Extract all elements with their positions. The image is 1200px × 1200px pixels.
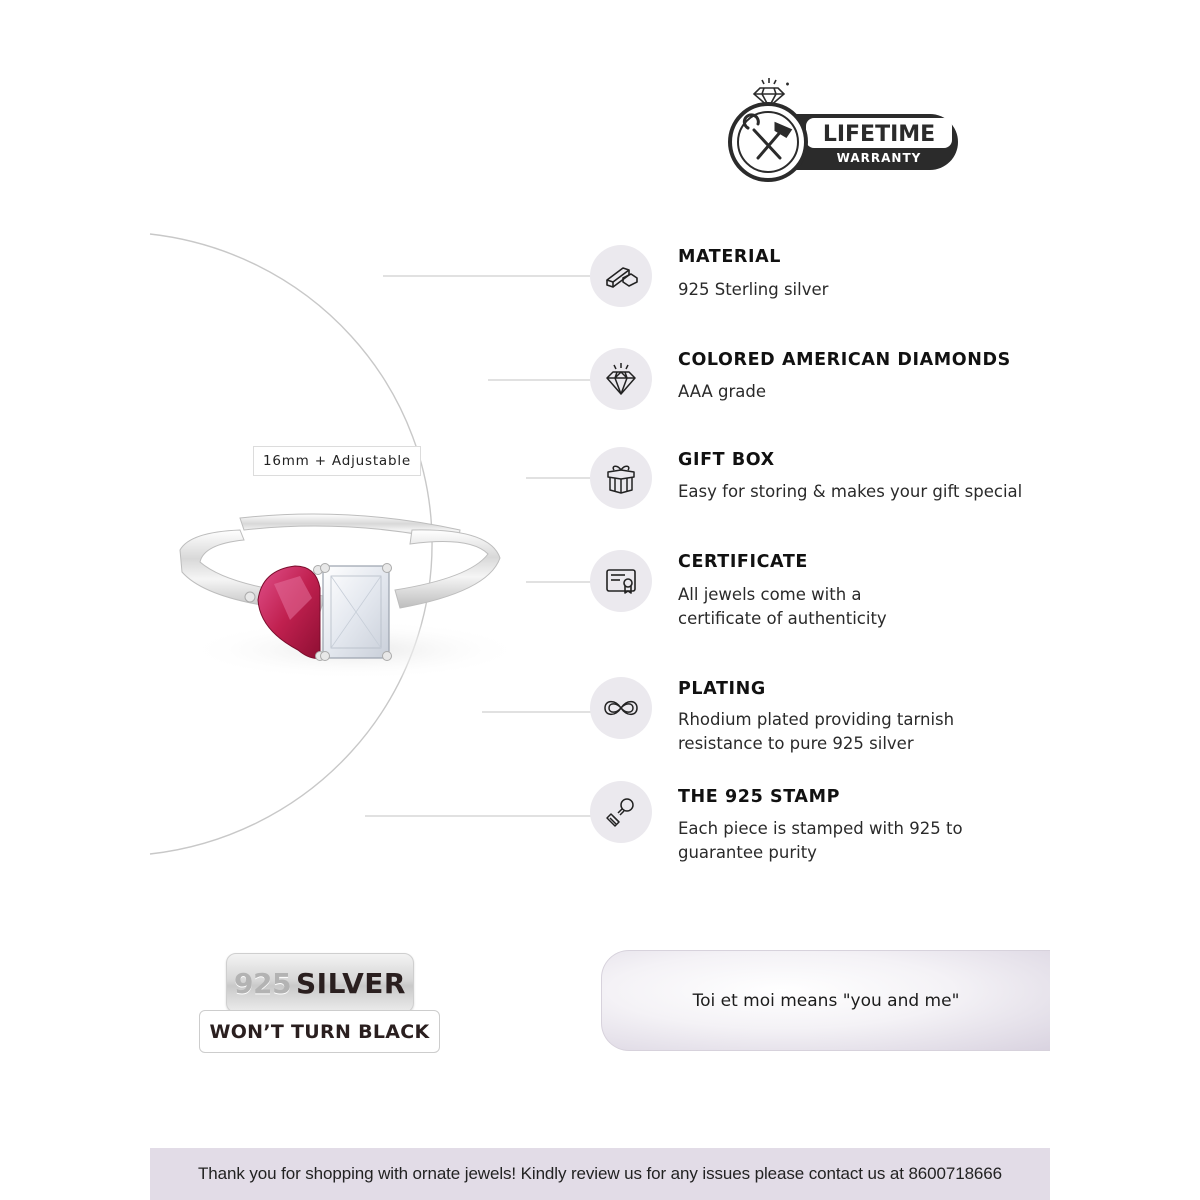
size-label: 16mm + Adjustable xyxy=(253,446,421,476)
silver-number: 925 xyxy=(234,966,291,1000)
feature-desc-line1: Rhodium plated providing tarnish xyxy=(678,710,955,729)
feature-desc: AAA grade xyxy=(678,382,767,401)
feature-desc-line1: All jewels come with a xyxy=(678,585,862,604)
diamond-icon xyxy=(590,348,652,410)
footer-text: Thank you for shopping with ornate jewels! Kindly review us for any issues please contact us at 8600718666 xyxy=(198,1164,1002,1183)
feature-desc-line1: Each piece is stamped with 925 to xyxy=(678,819,963,838)
feature-desc-line2: guarantee purity xyxy=(678,843,817,862)
silver-word: SILVER xyxy=(296,966,406,1000)
feature-title: GIFT BOX xyxy=(678,450,775,470)
warranty-line1: LIFETIME xyxy=(822,122,936,147)
footer-banner xyxy=(150,1148,1050,1200)
feature-desc: Easy for storing & makes your gift special xyxy=(678,482,1023,501)
lifetime-warranty-badge xyxy=(726,74,962,184)
feature-title: COLORED AMERICAN DIAMONDS xyxy=(678,350,1011,370)
certificate-icon xyxy=(590,550,652,612)
warranty-line2: WARRANTY xyxy=(836,151,922,165)
toi-et-moi-quote xyxy=(601,950,1050,1051)
silver-bars-icon xyxy=(590,245,652,307)
emerald-stone xyxy=(321,564,392,661)
feature-title: THE 925 STAMP xyxy=(678,787,841,807)
feature-desc: 925 Sterling silver xyxy=(678,280,829,299)
infinity-icon xyxy=(590,677,652,739)
gift-box-icon xyxy=(590,447,652,509)
feature-title: PLATING xyxy=(678,679,766,699)
feature-desc-line2: resistance to pure 925 silver xyxy=(678,734,914,753)
wont-turn-black-label: WON’T TURN BLACK xyxy=(199,1010,440,1053)
quote-text: Toi et moi means "you and me" xyxy=(692,990,960,1011)
product-image-ring xyxy=(170,500,540,690)
925-silver-badge xyxy=(226,953,414,1013)
feature-title: MATERIAL xyxy=(678,247,781,267)
feature-title: CERTIFICATE xyxy=(678,552,808,572)
feature-desc-line2: certificate of authenticity xyxy=(678,609,887,628)
stamp-icon xyxy=(590,781,652,843)
